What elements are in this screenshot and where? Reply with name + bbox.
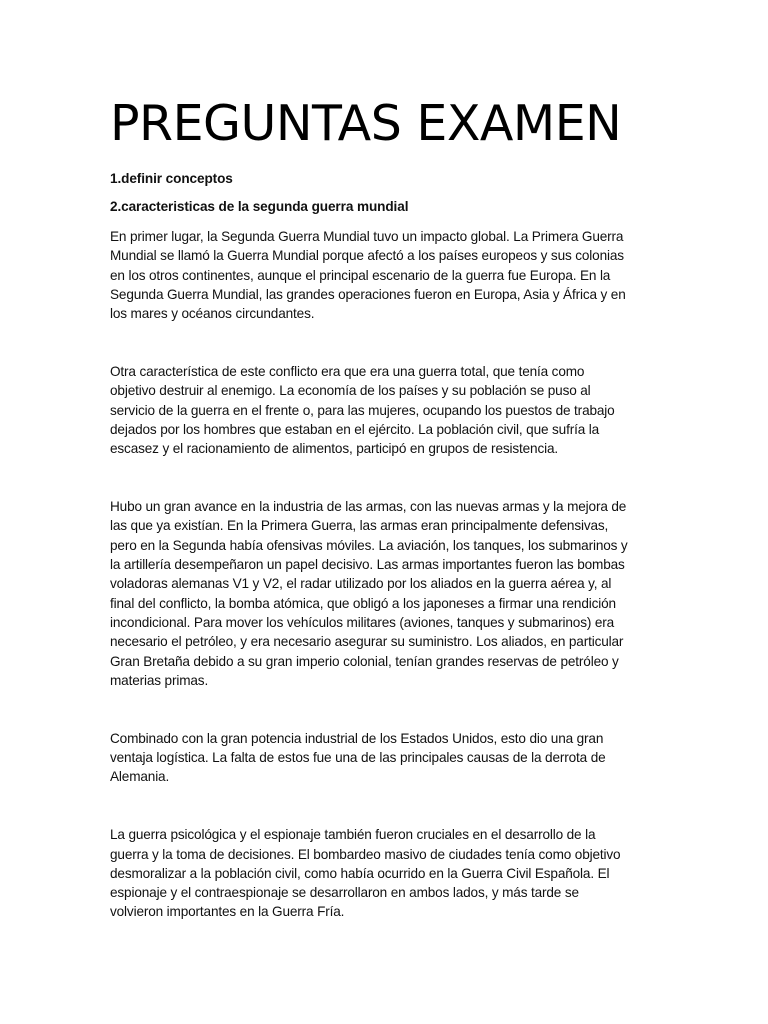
text-line: la artillería desempeñaron un papel decisivo. Las armas importantes fueron las bombas [110, 557, 625, 573]
text-line: final del conflicto, la bomba atómica, que obligó a los japoneses a firmar una rendición [110, 595, 616, 611]
paragraph-armas [110, 497, 655, 690]
paragraph-spacer [110, 787, 655, 826]
text-line: Segunda Guerra Mundial, las grandes operaciones fueron en Europa, Asia y África y en [110, 286, 626, 302]
text-line: Combinado con la gran potencia industrial de los Estados Unidos, esto dio una gran [110, 730, 604, 746]
text-line: necesario el petróleo, y era necesario asegurar su suministro. Los aliados, en particular [110, 634, 624, 650]
text-line: guerra y la toma de decisiones. El bombardeo masivo de ciudades tenía como objetivo [110, 846, 621, 862]
text-line: materias primas. [110, 672, 209, 688]
question-2: 2.caracteristicas de la segunda guerra mundial [110, 199, 409, 214]
text-line: La guerra psicológica y el espionaje también fueron cruciales en el desarrollo de la [110, 827, 596, 843]
text-line: las que ya existían. En la Primera Guerra, las armas eran principalmente defensivas, [110, 518, 609, 534]
text-line: incondicional. Para mover los vehículos militares (aviones, tanques y submarinos) era [110, 614, 615, 630]
paragraph-guerra-total [110, 362, 655, 458]
text-line: En primer lugar, la Segunda Guerra Mundial tuvo un impacto global. La Primera Guerra [110, 229, 624, 244]
paragraph-guerra-psicologica [110, 825, 655, 921]
text-line: Otra característica de este conflicto era que era una guerra total, que tenía como [110, 364, 585, 380]
text-line: en los otros continentes, aunque el principal escenario de la guerra fue Europa. En la [110, 267, 611, 283]
text-line: voladoras alemanas V1 y V2, el radar utilizado por los aliados en la guerra aérea y, al [110, 576, 612, 592]
text-line: pero en la Segunda había ofensivas móviles. La aviación, los tanques, los submarinos y [110, 537, 628, 553]
text-line: dejados por los hombres que estaban en el ejército. La población civil, que sufría la [110, 421, 600, 437]
paragraph-impacto-global [110, 227, 655, 323]
text-line: escasez y el racionamiento de alimentos, participó en grupos de resistencia. [110, 441, 559, 457]
text-line: los mares y océanos circundantes. [110, 306, 315, 322]
text-line: Mundial se llamó la Guerra Mundial porque afectó a los países europeos y sus colonias [110, 248, 624, 264]
document-title: PREGUNTAS EXAMEN [110, 95, 622, 152]
paragraph-spacer [110, 459, 655, 498]
paragraph-spacer [110, 323, 655, 362]
text-line: Gran Bretaña debido a su gran imperio colonial, tenían grandes reservas de petróleo y [110, 653, 619, 669]
text-line: volvieron importantes en la Guerra Fría. [110, 904, 345, 920]
document-body [110, 227, 655, 922]
text-line: desmoralizar a la población civil, como había ocurrido en la Guerra Civil Española. El [110, 865, 610, 881]
text-line: espionaje y el contraespionaje se desarrollaron en ambos lados, y más tarde se [110, 885, 579, 901]
paragraph-spacer [110, 690, 655, 729]
paragraph-potencia-industrial [110, 729, 655, 787]
text-line: Alemania. [110, 769, 170, 785]
text-line: Hubo un gran avance en la industria de las armas, con las nuevas armas y la mejora de [110, 499, 627, 515]
text-line: servicio de la guerra en el frente o, para las mujeres, ocupando los puestos de trabajo [110, 402, 615, 418]
question-1: 1.definir conceptos [110, 171, 233, 186]
document-page [110, 0, 655, 922]
text-line: objetivo destruir al enemigo. La economía de los países y su población se puso al [110, 383, 591, 399]
text-line: ventaja logística. La falta de estos fue una de las principales causas de la derrota de [110, 750, 606, 766]
